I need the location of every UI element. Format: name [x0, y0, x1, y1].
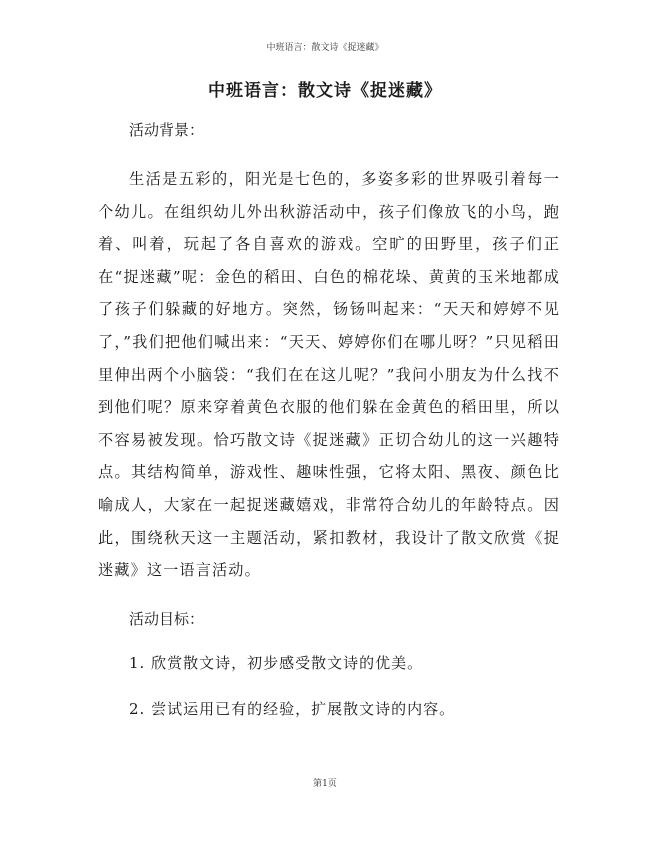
page-title: 中班语言：散文诗《捉迷藏》 [208, 81, 442, 101]
background-paragraph: 生活是五彩的，阳光是七色的，多姿多彩的世界吸引着每一个幼儿。在组织幼儿外出秋游活动中，孩子们像放飞的小鸟，跑着、叫着，玩起了各自喜欢的游戏。空旷的田野里，孩子们正在“捉迷藏”呢：金色的稻田、白色的棉花垛、黄黄的玉米地都成了孩子们躲藏的好地方。突然，钖钖叫起来：“天天和婷婷不见了，”我们把他们喊出来：“天天、婷婷你们在哪儿呀？”只见稻田里伸出两个小脑袋：“我们在在这儿呢？”我问小朋友为什么找不到他们呢？原来穿着黄色衣服的他们躲在金黄色的稻田里，所以不容易被发现。恰巧散文诗《捉迷藏》正切合幼儿的这一兴趣特点。其结构简单，游戏性、趣味性强，它将太阳、黑夜、颜色比喻成人，大家在一起捉迷藏嬉戏，非常符合幼儿的年龄特点。因此，围绕秋天这一主题活动，紧扣教材，我设计了散文欣赏《捉迷藏》这一语言活动。 [98, 170, 560, 580]
goal-item-2: 2. 尝试运用已有的经验，扩展散文诗的内容。 [129, 699, 456, 718]
document-body [98, 118, 560, 721]
page-number: 第1页 [313, 779, 337, 789]
goal-item-1: 1. 欣赏散文诗，初步感受散文诗的优美。 [129, 653, 424, 672]
section-heading-background: 活动背景： [129, 121, 205, 139]
background-paragraph-wrapper [98, 163, 560, 587]
section-heading-goals: 活动目标： [129, 609, 205, 628]
running-header: 中班语言：散文诗《捉迷藏》 [266, 43, 384, 53]
